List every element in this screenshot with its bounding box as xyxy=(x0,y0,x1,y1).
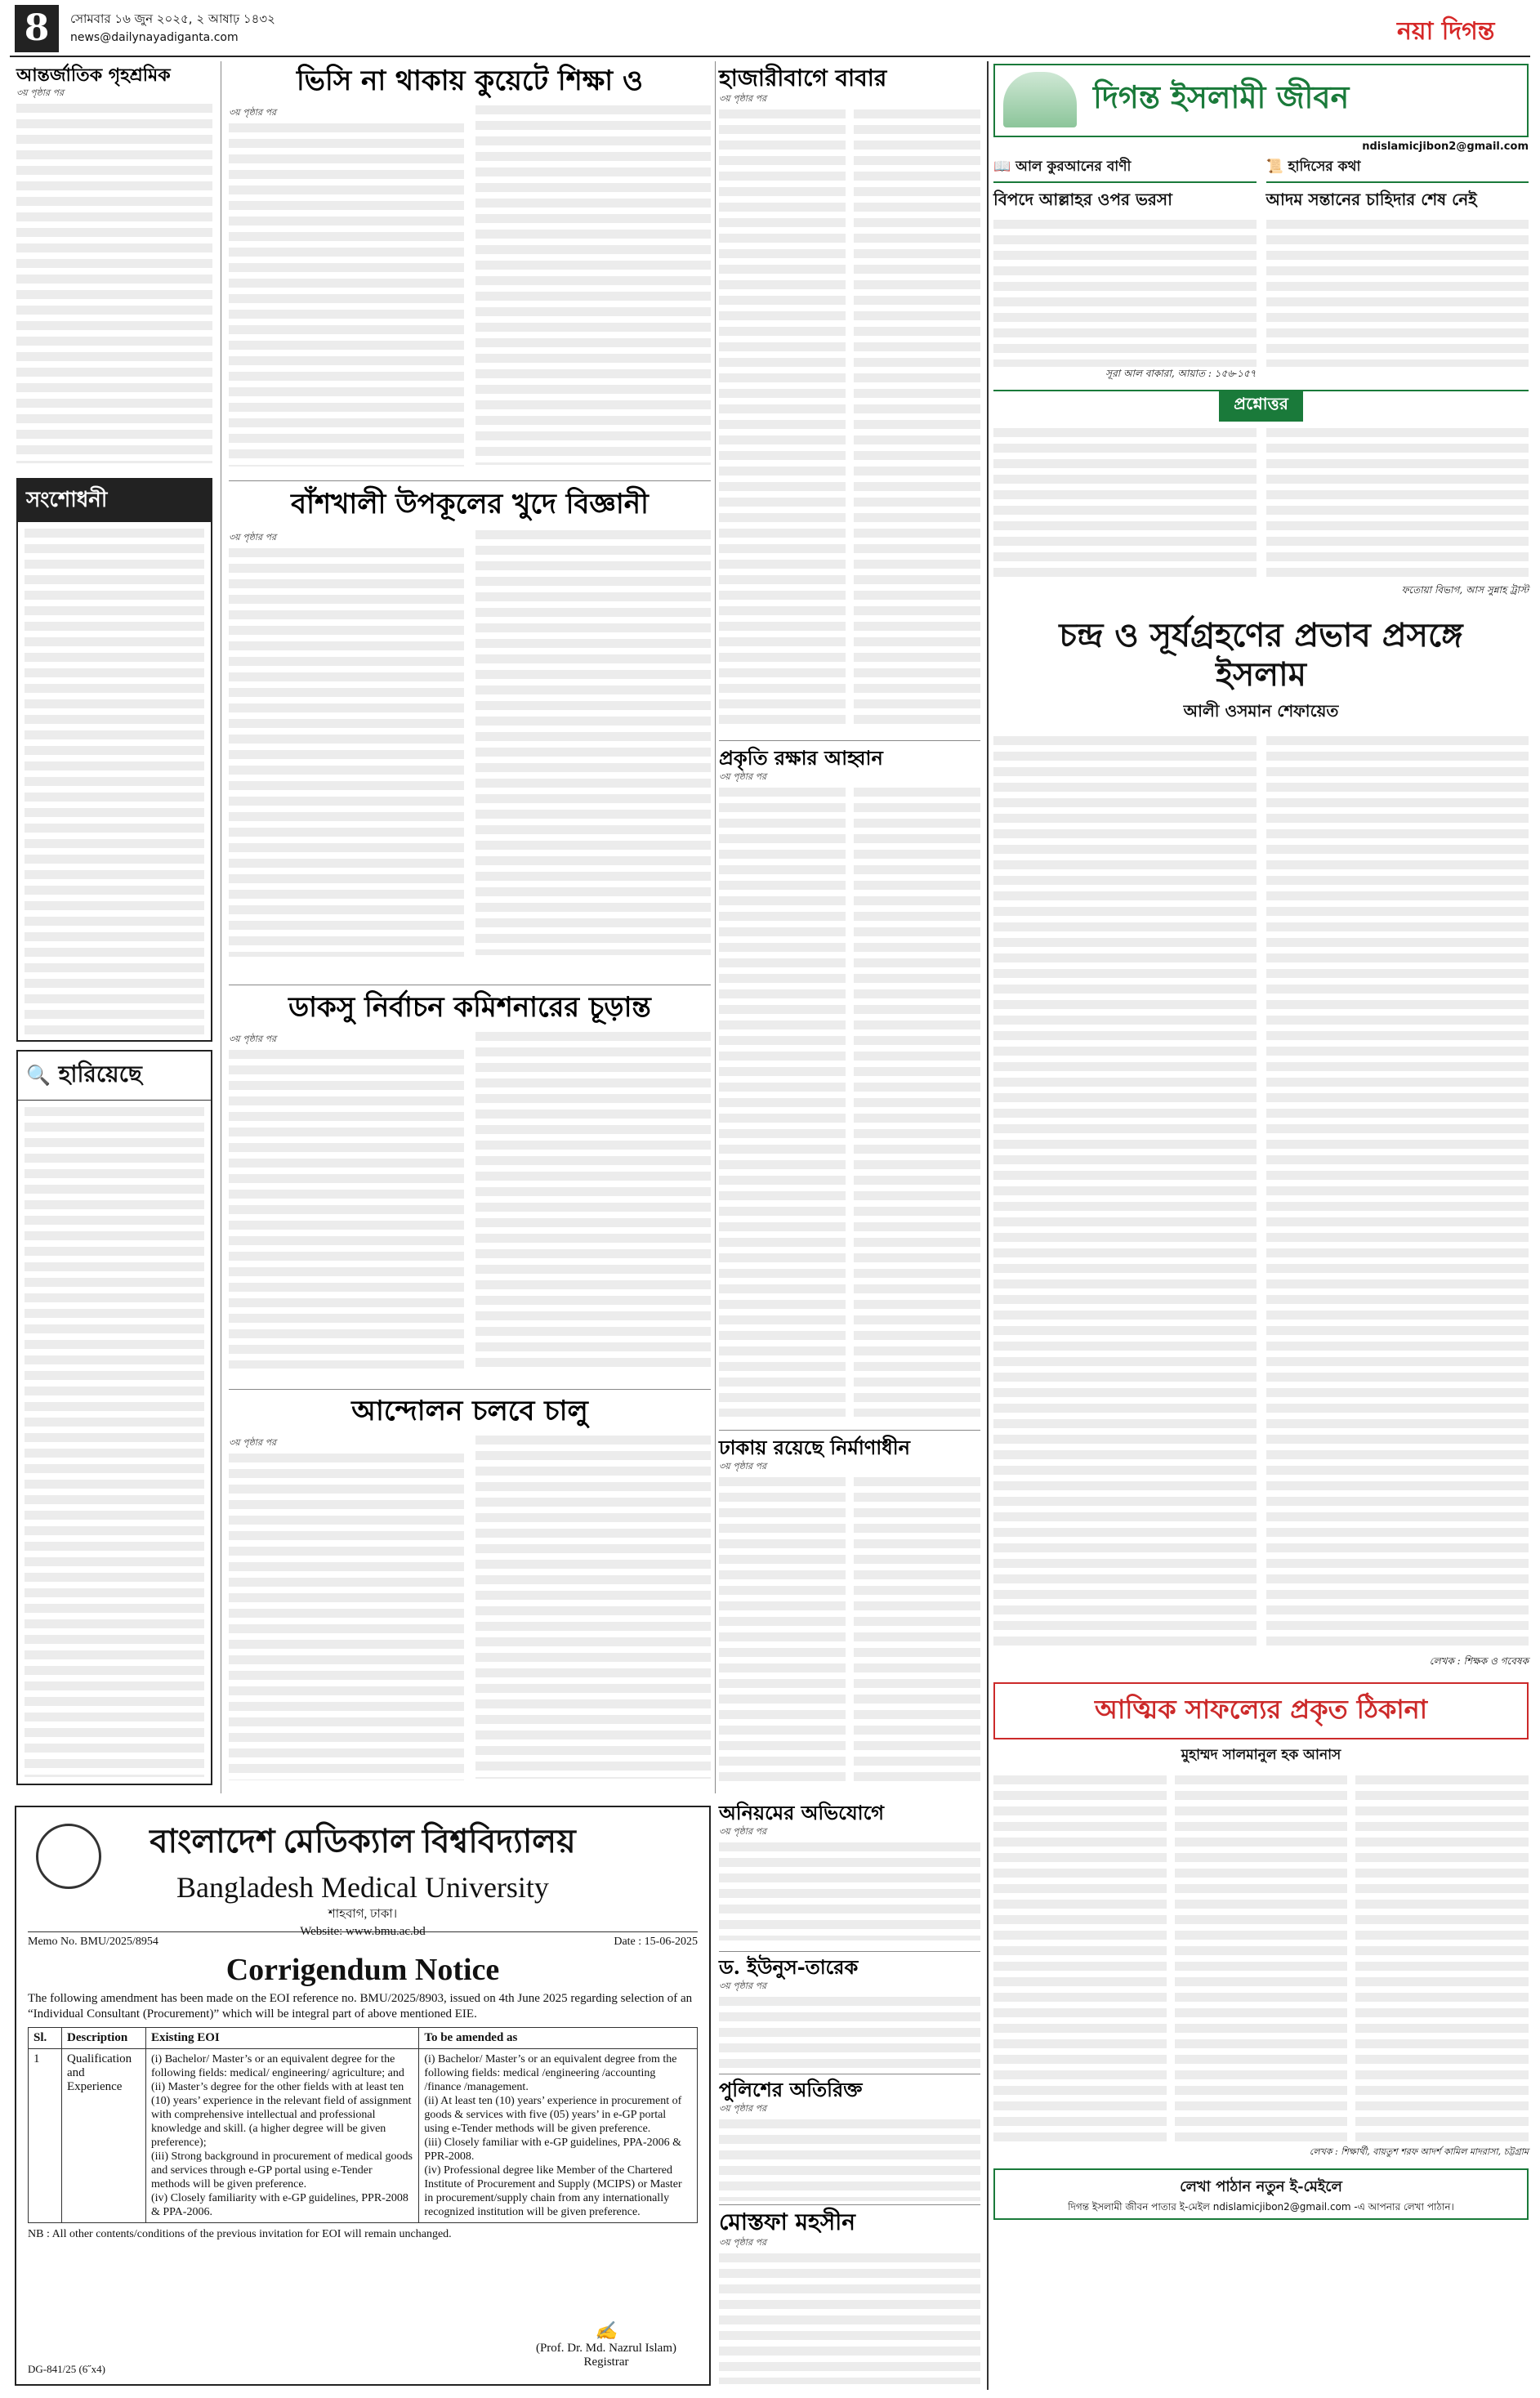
story-body xyxy=(719,788,846,1417)
qa-title: প্রশ্নোত্তর xyxy=(1219,390,1303,422)
story-prokriti xyxy=(719,747,980,1425)
bmu-corrigendum-ad xyxy=(15,1806,711,2386)
story-body xyxy=(475,530,711,955)
row-sl: 1 xyxy=(29,2049,62,2223)
story-body xyxy=(475,1032,711,1367)
bmu-website: Website: www.bmu.ac.bd xyxy=(300,1925,426,1938)
hadith-box xyxy=(1266,156,1529,385)
table-row xyxy=(29,2049,698,2223)
quran-ref: সূরা আল বাকারা, আয়াত : ১৫৬-১৫৭ xyxy=(1105,368,1257,379)
success-sign: লেখক : শিক্ষার্থী, বায়তুশ শরফ আদর্শ কামিল মাদরাসা, চট্টগ্রাম xyxy=(1309,2146,1529,2157)
qa-columns xyxy=(993,428,1529,583)
story-dhaka xyxy=(719,1436,980,1796)
page-header xyxy=(0,0,1540,57)
quran-head xyxy=(993,156,1257,183)
hadith-head xyxy=(1266,156,1529,183)
islam-email: ndislamicjibon2@gmail.com xyxy=(1362,141,1529,153)
notice-nb: NB : All other contents/conditions of the previous invitation for EOI will remain unchanged. xyxy=(28,2228,452,2240)
magnifier-icon: 🔍 xyxy=(26,1063,51,1087)
bmu-logo-icon xyxy=(36,1824,101,1889)
story-visa xyxy=(229,65,711,474)
eclipse-title: চন্দ্র ও সূর্যগ্রহণের প্রভাব প্রসঙ্গে ইসলাম xyxy=(1059,616,1463,694)
story-body xyxy=(719,1997,980,2070)
continuation-label: ৩য় পৃষ্ঠার পর xyxy=(719,1980,767,1991)
existing-item: (iv) Closely familiarity with e-GP guidelines, PPR-2008 & PPA-2006. xyxy=(151,2192,408,2218)
continuation-label: ৩য় পৃষ্ঠার পর xyxy=(229,1034,277,1045)
table-header: Description xyxy=(62,2028,146,2049)
eclipse-article xyxy=(993,616,1529,1671)
lost-box xyxy=(16,1050,212,1785)
existing-eoi-cell xyxy=(146,2049,419,2223)
section-rule xyxy=(229,1389,711,1390)
success-body xyxy=(1355,1775,1529,2143)
story-body xyxy=(475,1436,711,1779)
header-email: news@dailynayadiganta.com xyxy=(70,31,239,44)
header-rule xyxy=(10,56,1530,57)
story-body xyxy=(719,1477,846,1788)
success-body xyxy=(1175,1775,1348,2143)
story-title: হাজারীবাগে বাবার xyxy=(719,65,887,92)
story-mostafa xyxy=(719,2209,980,2389)
hadith-head-text: হাদিসের কথা xyxy=(1288,159,1361,175)
hadith-body xyxy=(1266,220,1529,367)
story-columns xyxy=(229,1436,711,1780)
continuation-label: ৩য় পৃষ্ঠার পর xyxy=(16,87,65,99)
story-body xyxy=(854,1477,980,1788)
table-header: To be amended as xyxy=(419,2028,698,2049)
bmu-header xyxy=(28,1815,698,1938)
bmu-name-en: Bangladesh Medical University xyxy=(176,1871,549,1904)
existing-item: (ii) Master’s degree for the other fields with at least ten (10) years’ experience in the relevant field of assignment with comprehensive intellectual and professional knowledge and skill. (a higher degree will be given preference); xyxy=(151,2081,412,2149)
continuation-label: ৩য় পৃষ্ঠার পর xyxy=(719,1460,767,1471)
table-header: Sl. xyxy=(29,2028,62,2049)
mail-box xyxy=(993,2168,1529,2220)
eclipse-body xyxy=(1266,736,1529,1651)
story-title: মোস্তফা মহসীন xyxy=(719,2208,855,2235)
notice-intro: The following amendment has been made on the EOI reference no. BMU/2025/8903, issued on 4th June 2025 regarding selection of an “Individual Consultant (Procurement)” which will be integral part of above mentioned EIE. xyxy=(28,1992,693,2021)
quran-title: বিপদে আল্লাহর ওপর ভরসা xyxy=(993,190,1172,209)
eclipse-columns xyxy=(993,736,1529,1651)
story-title: ঢাকায় রয়েছে নির্মাণাধীন xyxy=(719,1436,910,1459)
corrigendum-table xyxy=(28,2027,698,2223)
page-number-box xyxy=(15,5,59,52)
correction-box xyxy=(16,478,212,1042)
story-hazaribag xyxy=(719,65,980,735)
story-columns xyxy=(229,105,711,467)
section-rule xyxy=(719,740,980,741)
story-title: আন্দোলন চলবে চালু xyxy=(351,1395,588,1427)
story-body xyxy=(16,104,212,463)
story-body xyxy=(854,788,980,1417)
notice-title: Corrigendum Notice xyxy=(225,1953,500,1987)
islam-section-title: দিগন্ত ইসলামী জীবন xyxy=(1093,78,1350,115)
story-columns xyxy=(229,530,711,957)
story-columns xyxy=(229,1032,711,1369)
story-andolon xyxy=(229,1395,711,1788)
amended-cell xyxy=(419,2049,698,2223)
qa-box xyxy=(993,390,1529,600)
qa-sign: ফতোয়া বিভাগ, আস সুন্নাহ ট্রাস্ট xyxy=(1401,584,1529,596)
story-dakshu xyxy=(229,992,711,1384)
continuation-label: ৩য় পৃষ্ঠার পর xyxy=(229,107,277,118)
row-description: Qualification and Experience xyxy=(62,2049,146,2223)
story-title: ড. ইউনুস-তারেক xyxy=(719,1955,859,1979)
signature-mark: ✍ xyxy=(595,2321,618,2342)
story-title: বাঁশখালী উপকূলের খুদে বিজ্ঞানী xyxy=(291,488,649,520)
quran-hadith-row xyxy=(993,156,1529,385)
quran-icon: 📖 xyxy=(993,159,1011,175)
story-body xyxy=(229,1454,464,1780)
story-title: প্রকৃতি রক্ষার আহ্বান xyxy=(719,746,883,770)
story-title: ডাকসু নির্বাচন কমিশনারের চূড়ান্ত xyxy=(288,991,651,1024)
islam-banner xyxy=(993,64,1529,137)
section-rule xyxy=(229,480,711,481)
story-columns xyxy=(719,1477,980,1788)
continuation-label: ৩য় পৃষ্ঠার পর xyxy=(719,2102,767,2114)
bmu-name-bn: বাংলাদেশ মেডিক্যাল বিশ্ববিদ্যালয় xyxy=(150,1823,576,1860)
story-body xyxy=(229,548,464,957)
eclipse-sign: লেখক : শিক্ষক ও গবেষক xyxy=(1429,1655,1529,1667)
column-rule xyxy=(987,61,989,2390)
continuation-label: ৩য় পৃষ্ঠার পর xyxy=(719,1825,767,1837)
signer-title: Registrar xyxy=(583,2356,629,2369)
story-body xyxy=(719,109,846,730)
islam-section xyxy=(993,64,1529,2392)
amended-item: (iv) Professional degree like Member of the Chartered Institute of Procurement and Supply (MCIPS) or Master in procurement/supply chain from any internationally recognized institution will be given preference. xyxy=(424,2164,682,2218)
eclipse-body xyxy=(993,736,1257,1651)
table-header: Existing EOI xyxy=(146,2028,419,2049)
quran-head-text: আল কুরআনের বাণী xyxy=(1016,159,1132,175)
story-oniyom xyxy=(719,1802,980,1949)
story-title: পুলিশের অতিরিক্ত xyxy=(719,2078,863,2101)
memo-number: Memo No. BMU/2025/8954 xyxy=(28,1936,158,1948)
continuation-label: ৩য় পৃষ্ঠার পর xyxy=(229,1437,277,1449)
story-title: ভিসি না থাকায় কুয়েটে শিক্ষা ও xyxy=(296,65,644,97)
continuation-label: ৩য় পৃষ্ঠার পর xyxy=(719,770,767,782)
section-rule xyxy=(719,2204,980,2205)
lost-body xyxy=(25,1107,204,1777)
bmu-location: শাহবাগ, ঢাকা। xyxy=(328,1908,398,1921)
correction-title xyxy=(18,480,211,522)
eclipse-author: আলী ওসমান শেফায়েত xyxy=(1183,701,1339,721)
continuation-label: ৩য় পৃষ্ঠার পর xyxy=(719,2237,767,2248)
ad-code: DG-841/25 (6˝x4) xyxy=(28,2363,105,2375)
story-body xyxy=(229,123,464,467)
qa-body xyxy=(1266,428,1529,583)
story-columns xyxy=(719,109,980,730)
date-line: সোমবার ১৬ জুন ২০২৫, ২ আষাঢ় ১৪৩২ xyxy=(70,11,275,26)
signature-block xyxy=(536,2321,676,2369)
hadith-icon: 📜 xyxy=(1265,159,1283,175)
success-article xyxy=(993,1682,1529,2160)
story-body xyxy=(719,2119,980,2201)
signer-name: (Prof. Dr. Md. Nazrul Islam) xyxy=(535,2342,676,2355)
page-number: 8 xyxy=(24,7,50,49)
quran-body xyxy=(993,220,1257,367)
story-title: অনিয়মের অভিযোগে xyxy=(719,1801,884,1824)
story-body xyxy=(229,1050,464,1369)
story-police xyxy=(719,2079,980,2201)
story-body xyxy=(719,2253,980,2384)
quran-box xyxy=(993,156,1257,385)
mail-box-text: দিগন্ত ইসলামী জীবন পাতার ই-মেইল ndislamicjibon2@gmail.com -এ আপনার লেখা পাঠান। xyxy=(1068,2201,1454,2213)
newspaper-logo: নয়া দিগন্ত xyxy=(1397,17,1495,46)
hadith-title: আদম সন্তানের চাহিদার শেষ নেই xyxy=(1265,190,1477,209)
section-rule xyxy=(719,1430,980,1431)
success-author: মুহাম্মদ সালমানুল হক আনাস xyxy=(1181,1747,1341,1763)
story-title: আন্তর্জাতিক গৃহশ্রমিক xyxy=(16,65,171,86)
story-yunus xyxy=(719,1956,980,2070)
amended-item: (i) Bachelor/ Master’s or an equivalent degree from the following fields: medical /engineering /accounting /finance /management. xyxy=(424,2053,677,2093)
story-body xyxy=(475,105,711,465)
amended-item: (ii) At least ten (10) years’ experience in procurement of goods & services with five (05) years’ in e-GP portal using e-Tender methods will be given preference. xyxy=(424,2095,682,2135)
story-banshkhali xyxy=(229,489,711,979)
table-header-row xyxy=(29,2028,698,2049)
story-body xyxy=(719,1842,980,1940)
mail-box-title: লেখা পাঠান নতুন ই-মেইলে xyxy=(1180,2178,1342,2195)
success-columns xyxy=(993,1775,1529,2143)
continuation-label: ৩য় পৃষ্ঠার পর xyxy=(719,93,767,105)
memo-date: Date : 15-06-2025 xyxy=(614,1936,698,1948)
lost-title-text: হারিয়েছে xyxy=(58,1061,142,1087)
existing-item: (i) Bachelor/ Master’s or an equivalent degree for the following fields: medical/ engineering/ agriculture; and xyxy=(151,2053,404,2079)
mosque-icon xyxy=(1003,72,1077,127)
amended-item: (iii) Closely familiar with e-GP guidelines, PPA-2006 & PPR-2008. xyxy=(424,2137,682,2163)
correction-title-text: সংশোধনী xyxy=(26,488,108,512)
column-rule xyxy=(715,61,716,1793)
success-body xyxy=(993,1775,1167,2143)
story-body xyxy=(854,109,980,730)
story-gri-shromik xyxy=(16,65,212,474)
section-rule xyxy=(719,1951,980,1952)
existing-item: (iii) Strong background in procurement of medical goods and services through e-GP portal using e-Tender methods will be given preference. xyxy=(151,2150,413,2190)
qa-body xyxy=(993,428,1257,583)
success-title: আত্মিক সাফল্যের প্রকৃত ঠিকানা xyxy=(993,1682,1529,1739)
story-columns xyxy=(719,788,980,1417)
continuation-label: ৩য় পৃষ্ঠার পর xyxy=(229,532,277,543)
correction-body xyxy=(25,529,204,1035)
lost-title xyxy=(18,1052,211,1101)
